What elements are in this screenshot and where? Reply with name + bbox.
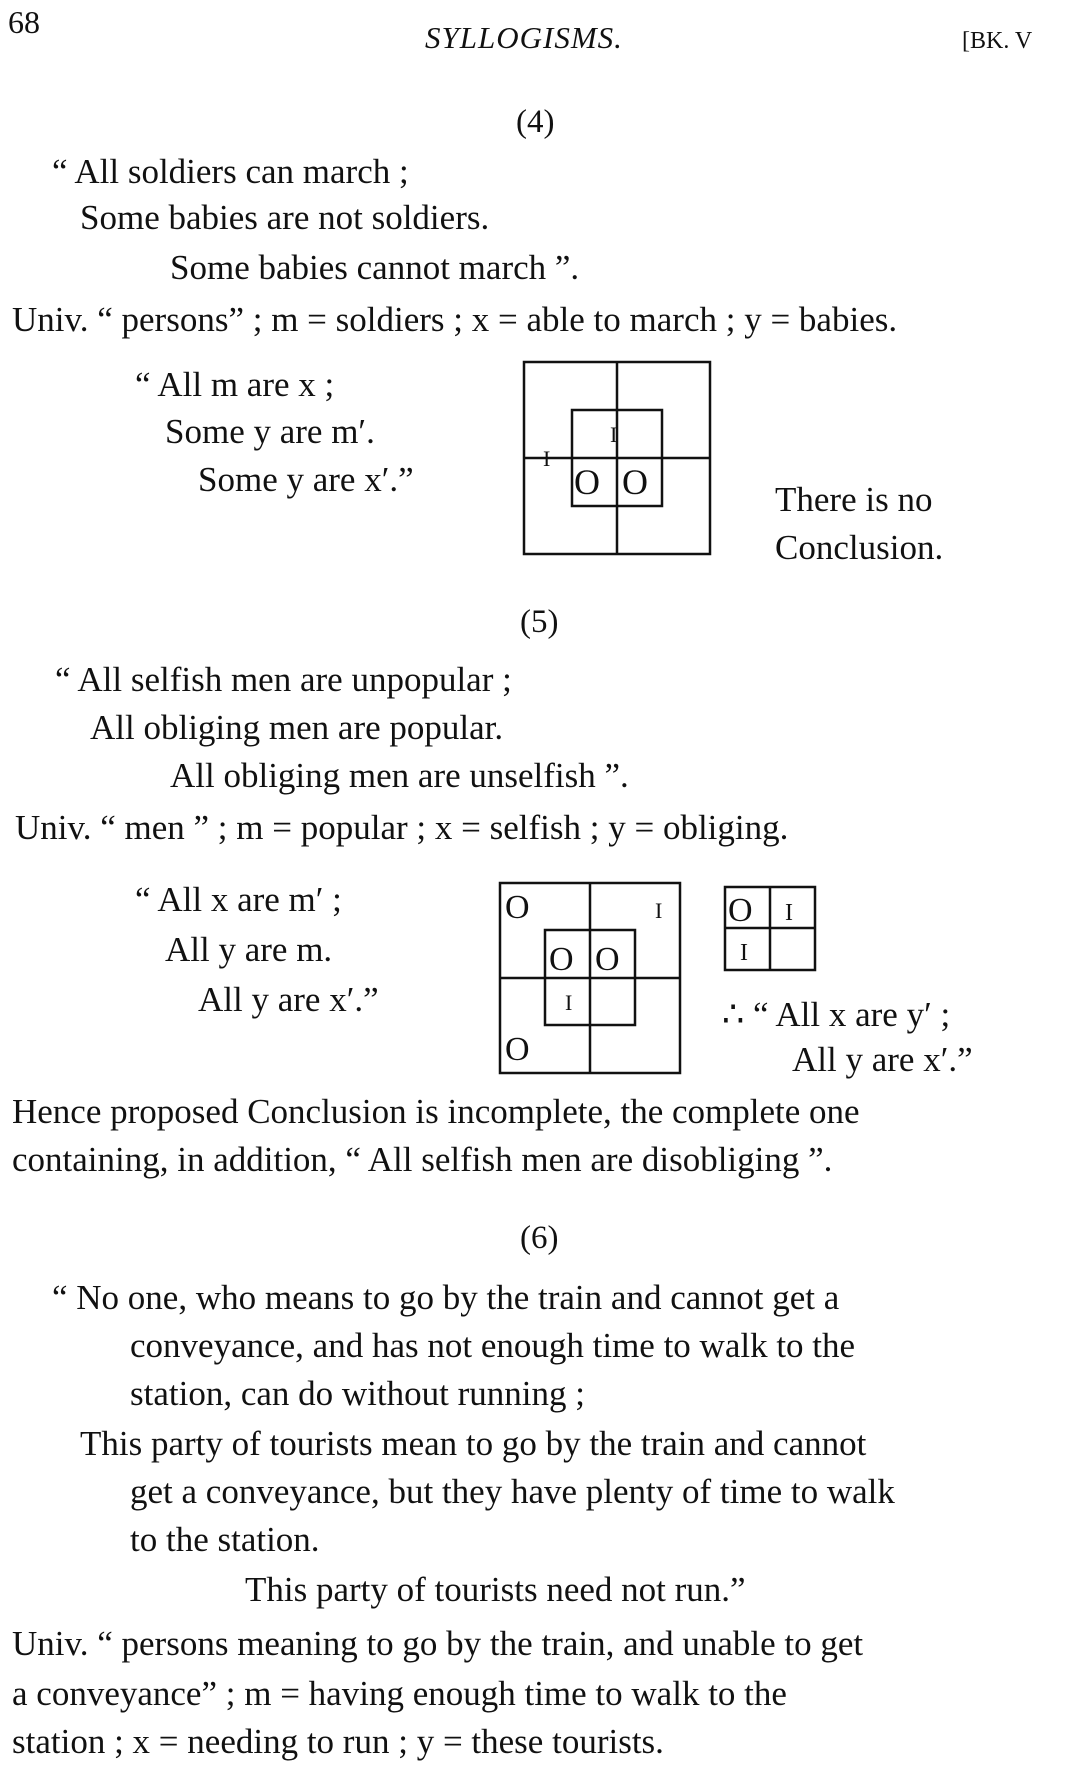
ex5-hence-line-1: Hence proposed Conclusion is incomplete, the complete one [12, 1092, 860, 1131]
ex4-mark-zero-1: O [574, 462, 600, 502]
ex5-conclusion: All obliging men are unselfish ”. [170, 756, 629, 795]
ex5-result-mark-one-2: I [740, 940, 748, 966]
ex5-universe: Univ. “ men ” ; m = popular ; x = selfish ; y = obliging. [15, 808, 789, 847]
ex6-conclusion: This party of tourists need not run.” [245, 1570, 746, 1609]
ex5-mark-zero-tl: O [505, 889, 530, 926]
ex5-result-line-2: All y are x′.” [792, 1040, 973, 1079]
ex4-premise-1: “ All soldiers can march ; [52, 152, 409, 191]
ex6-premise-2-line-1: This party of tourists mean to go by the train and cannot [80, 1424, 867, 1463]
ex5-mark-zero-inner-2: O [595, 941, 620, 978]
ex5-symbolic-3: All y are x′.” [198, 980, 379, 1019]
ex5-result-mark-zero: O [728, 892, 753, 929]
example-4-number: (4) [516, 104, 555, 140]
ex6-universe-line-3: station ; x = needing to run ; y = these tourists. [12, 1722, 664, 1761]
ex5-result-mark-one-1: I [785, 900, 793, 926]
ex4-premise-2: Some babies are not soldiers. [80, 198, 490, 237]
ex5-hence-line-2: containing, in addition, “ All selfish men are disobliging ”. [12, 1140, 833, 1179]
ex6-premise-1-line-2: conveyance, and has not enough time to walk to the [130, 1326, 856, 1365]
ex5-symbolic-1: “ All x are m′ ; [135, 880, 342, 919]
ex4-result-line-1: There is no [775, 480, 933, 519]
ex6-premise-2-line-3: to the station. [130, 1520, 320, 1559]
ex5-mark-zero-inner-1: O [549, 941, 574, 978]
ex4-symbolic-2: Some y are m′. [165, 412, 375, 451]
ex6-universe-line-2: a conveyance” ; m = having enough time to walk to the [12, 1674, 787, 1713]
running-title: SYLLOGISMS. [425, 20, 623, 55]
example-6-number: (6) [520, 1220, 559, 1256]
book-reference: [BK. V [962, 28, 1033, 54]
ex4-conclusion: Some babies cannot march ”. [170, 248, 580, 287]
ex4-symbolic-3: Some y are x′.” [198, 460, 414, 499]
ex4-biliteral-diagram [510, 352, 720, 562]
example-5-number: (5) [520, 604, 559, 640]
ex6-premise-2-line-2: get a conveyance, but they have plenty of time to walk [130, 1472, 895, 1511]
page-number: 68 [8, 4, 40, 40]
ex4-universe: Univ. “ persons” ; m = soldiers ; x = able to march ; y = babies. [12, 300, 898, 339]
ex5-biliteral-diagram [497, 880, 687, 1080]
ex4-mark-one-center: I [610, 422, 618, 447]
ex5-symbolic-2: All y are m. [165, 930, 333, 969]
ex6-premise-1-line-1: “ No one, who means to go by the train and cannot get a [52, 1278, 840, 1317]
ex5-premise-1: “ All selfish men are unpopular ; [55, 660, 512, 699]
ex4-symbolic-1: “ All m are x ; [135, 365, 335, 404]
ex6-premise-1-line-3: station, can do without running ; [130, 1374, 585, 1413]
ex5-result-diagram [722, 880, 822, 980]
ex6-universe-line-1: Univ. “ persons meaning to go by the train, and unable to get [12, 1624, 864, 1663]
ex5-mark-one-inner: I [565, 990, 573, 1015]
ex4-mark-zero-2: O [622, 462, 648, 502]
ex5-result-line-1: ∴ “ All x are y′ ; [722, 995, 951, 1034]
ex4-mark-one-left: I [543, 446, 551, 471]
ex5-mark-one-tr: I [655, 898, 663, 923]
ex4-result-line-2: Conclusion. [775, 528, 944, 567]
ex5-premise-2: All obliging men are popular. [90, 708, 504, 747]
ex5-mark-zero-bl: O [505, 1031, 530, 1068]
